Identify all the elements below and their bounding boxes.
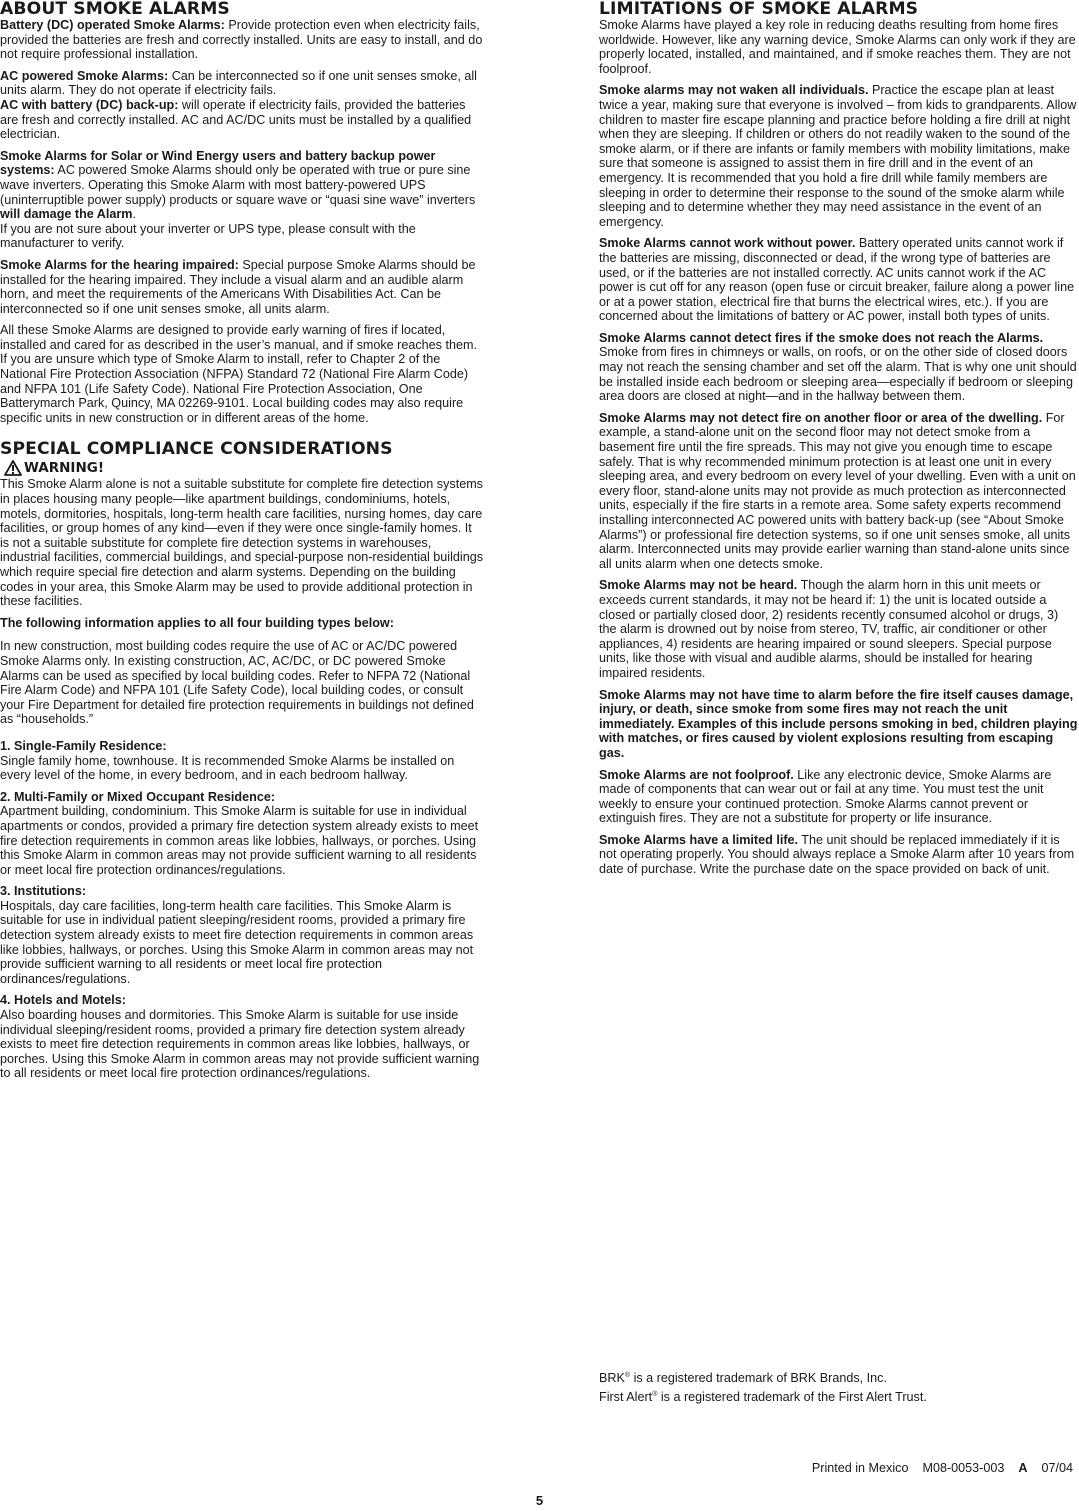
warning-label	[4, 460, 484, 476]
solar-wind-paragraph	[0, 149, 484, 251]
following-info-heading: The following information applies to all four building types below:	[0, 615, 394, 630]
brand-name: BRK	[599, 1371, 625, 1385]
paragraph-text: If you are not sure about your inverter or UPS type, please consult with the manufacturer to verify.	[0, 221, 416, 251]
page-number: 5	[535, 1493, 544, 1508]
limitation-head: Smoke Alarms may not detect fire on another floor or area of the dwelling.	[599, 410, 1043, 425]
about-title: ABOUT SMOKE ALARMS	[0, 0, 230, 19]
limitation-item	[599, 688, 1079, 761]
paragraph-head: Battery (DC) operated Smoke Alarms:	[0, 18, 225, 32]
first-alert-trademark	[599, 1388, 927, 1407]
paragraph-text: Provide protection even when electricity fails, provided the batteries are fresh and correctly installed. Units are easy to install, and do not require professional installation.	[0, 18, 483, 62]
registered-mark: ®	[624, 1372, 631, 1379]
brk-trademark	[599, 1369, 927, 1388]
trademark-text: is a registered trademark of BRK Brands, Inc.	[630, 1371, 887, 1385]
new-construction-paragraph: In new construction, most building codes require the use of AC or AC/DC powered Smoke Alarms only. In existing construction, AC, AC/DC, or DC powered Smoke Alarms can be used as specified by local building codes. Refer to NFPA 72 (National Fire Alarm Code) and NFPA 101 (Life Safety Code), local building codes, or consult your Fire Department for detailed fire protection requirements in buildings not defined as “households.”	[0, 639, 474, 727]
limitation-item	[599, 83, 1079, 229]
limitation-text: Practice the escape plan at least twice a year, making sure that everyone is involved – from kids to grandparents. Allow children to master fire escape planning and practice before holding a fire drill at night when they are sleeping. If children or others do not readily waken to the sound of the smoke alarm, or if there are infants or family members with mobility limitations, make sure that someone is assigned to assist them in fire drill and in the event of an emergency. It is recommended that you hold a fire drill while family members are sleeping in order to determine their response to the sound of the smoke alarm while sleeping and to determine whether they may need assistance in the event of an emergency.	[599, 83, 1077, 229]
building-type-head: 4. Hotels and Motels:	[0, 993, 126, 1008]
paragraph-head: AC powered Smoke Alarms:	[0, 68, 169, 83]
limitation-head: Smoke Alarms may not have time to alarm before the fire itself causes damage, injury, or death, since smoke from some fires may not reach the unit immediately. Examples of this include persons smoking in bed, children playing with matches, or fires caused by violent explosions resulting from escaping gas.	[599, 687, 1078, 760]
paragraph-head: Smoke Alarms for the hearing impaired:	[0, 257, 239, 272]
brand-name: First Alert	[599, 1390, 653, 1404]
hearing-impaired-paragraph	[0, 258, 484, 316]
paragraph-text: AC powered Smoke Alarms should only be operated with true or pure sine wave inverters. Operating this Smoke Alarm with most battery-powered UPS (uninterruptible power supply) products or square wave or “quasi sine wave” inverters	[0, 163, 476, 207]
building-type-text: Also boarding houses and dormitories. This Smoke Alarm is suitable for use inside individual sleeping/resident rooms, provided a primary fire detection system already exists to meet fire detection requirements in common areas like lobbies, hallways, or porches. Using this Smoke Alarm in common areas may not provide sufficient warning to all residents or meet local fire protection ordinances/regulations.	[0, 1008, 480, 1081]
limitation-item	[599, 768, 1079, 826]
limitation-text: Though the alarm horn in this unit meets or exceeds current standards, it may not be heard if: 1) the unit is located outside a closed or partially closed door, 2) residents recently consumed alcohol or drugs, 3) the alarm is drowned out by noise from stereo, TV, traffic, air conditioner or other appliances, 4) residents are hearing impaired or sound sleepers. Special purpose units, like those with visual and audible alarms, should be installed for hearing impaired residents.	[599, 578, 1059, 680]
limitations-title: LIMITATIONS OF SMOKE ALARMS	[599, 0, 919, 19]
limitation-text: Like any electronic device, Smoke Alarms are made of components that can wear out or fail at any time. You must test the unit weekly to ensure your continued protection. Smoke Alarms cannot prevent or extinguish fires. They are not a substitute for property or life insurance.	[599, 767, 1052, 826]
ac-powered-paragraph	[0, 69, 484, 98]
warning-paragraph: This Smoke Alarm alone is not a suitable substitute for complete fire detection systems in places housing many people—like apartment buildings, condominiums, hotels, motels, dormitories, hospitals, long-term health care facilities, nursing homes, day care facilities, or group homes of any kind—even if they were once single-family homes. It is not a suitable substitute for complete fire detection systems in warehouses, industrial facilities, commercial buildings, and special-purpose non-residential buildings which require special fire detection and alarm systems. Depending on the building codes in your area, this Smoke Alarm may be used to provide additional protection in these facilities.	[0, 477, 484, 609]
building-type-4	[0, 993, 484, 1081]
building-type-head: 3. Institutions:	[0, 884, 87, 899]
paragraph-text: Can be interconnected so if one unit senses smoke, all units alarm. They do not operate if electricity fails.	[0, 68, 477, 98]
print-date: 07/04	[1041, 1461, 1073, 1475]
building-type-2	[0, 790, 484, 878]
limitation-head: Smoke Alarms cannot work without power.	[599, 236, 856, 251]
limitation-item	[599, 833, 1079, 877]
printed-in: Printed in Mexico	[811, 1461, 909, 1475]
paragraph-text: will operate if electricity fails, provided the batteries are fresh and correctly installed. AC and AC/DC units must be installed by a qualified electrician.	[0, 97, 472, 142]
trademark-text: is a registered trademark of the First Alert Trust.	[657, 1390, 927, 1404]
building-type-text: Apartment building, condominium. This Smoke Alarm is suitable for use in individual apartments or condos, provided a primary fire detection system already exists to meet fire detection requirements in common areas like lobbies, hallways, or porches. Using this Smoke Alarm in common areas may not provide sufficient warning to all residents or meet local fire protection ordinances/regulations.	[0, 804, 479, 877]
building-type-3	[0, 884, 484, 986]
building-type-1	[0, 739, 484, 783]
document-code: M08-0053-003	[922, 1461, 1005, 1475]
paragraph-head: AC with battery (DC) back-up:	[0, 97, 179, 112]
limitation-text: Smoke from fires in chimneys or walls, on roofs, or on the other side of closed doors may not reach the sensing chamber and set off the alarm. That is why one unit should be installed inside each bedroom or sleeping area—especially if bedroom or sleeping area doors are closed at night—and in the hallway between them.	[599, 345, 1077, 404]
revision-letter: A	[1018, 1461, 1028, 1475]
print-info	[812, 1461, 1073, 1475]
registered-mark: ®	[652, 1391, 658, 1398]
limitation-head: Smoke Alarms have a limited life.	[599, 832, 799, 847]
limitation-item	[599, 236, 1079, 324]
limitation-head: Smoke Alarms are not foolproof.	[599, 767, 794, 782]
limitation-item	[599, 411, 1079, 572]
all-these-paragraph: All these Smoke Alarms are designed to provide early warning of fires if located, installed and cared for as described in the user’s manual, and if smoke reaches them. If you are unsure which type of Smoke Alarm to install, refer to Chapter 2 of the National Fire Protection Association (NFPA) Standard 72 (National Fire Alarm Code) and NFPA 101 (Life Safety Code). National Fire Protection Association, One Batterymarch Park, Quincy, MA 02269-9101. Local building codes may also require specific units in new construction or in different areas of the home.	[0, 323, 477, 425]
warning-text-label: WARNING!	[24, 460, 104, 477]
special-compliance-title: SPECIAL COMPLIANCE CONSIDERATIONS	[0, 439, 393, 460]
limitation-text: For example, a stand-alone unit on the second floor may not detect smoke from a basement fire until the fire spreads. This may not give you enough time to escape safely. That is why recommended minimum protection is at least one unit in every sleeping area, and every bedroom on every level of your dwelling. Even with a unit on every floor, stand-alone units may not provide as much protection as interconnected units, especially if the fire starts in a remote area. Some safety experts recommend installing interconnected AC powered units with battery back-up (see “About Smoke Alarms”) or professional fire detection systems, so if one unit senses smoke, all units alarm. Interconnected units may provide earlier warning than stand-alone units since all units alarm when one detects smoke.	[599, 410, 1076, 571]
building-type-head: 1. Single-Family Residence:	[0, 738, 167, 753]
left-column	[0, 0, 484, 1088]
battery-dc-paragraph	[0, 18, 484, 62]
ac-dc-backup-paragraph	[0, 98, 484, 142]
building-type-text: Hospitals, day care facilities, long-term health care facilities. This Smoke Alarm is suitable for use in individual patient sleeping/resident rooms, provided a primary fire detection system already exists to meet fire detection requirements in common areas like lobbies, hallways, or porches. Using this Smoke Alarm in common areas may not provide sufficient warning to all residents or meet local fire protection ordinances/regulations.	[0, 898, 474, 986]
trademark-notices	[599, 1369, 927, 1407]
damage-warning-text: will damage the Alarm	[0, 207, 133, 222]
paragraph-text: .	[132, 207, 137, 222]
limitation-head: Smoke Alarms cannot detect fires if the smoke does not reach the Alarms.	[599, 330, 1044, 345]
limitation-text: Battery operated units cannot work if the batteries are missing, disconnected or dead, if the wrong type of batteries are used, or if the batteries are not installed correctly. AC units cannot work if the AC power is cut off for any reason (open fuse or circuit breaker, failure along a power line or at a power station, electrical fire that burns the electrical wires, etc.). If you are concerned about the limitations of battery or AC power, install both types of units.	[599, 236, 1075, 324]
paragraph-head: Smoke Alarms for Solar or Wind Energy users and battery backup power systems:	[0, 148, 436, 178]
limitation-head: Smoke alarms may not waken all individuals.	[599, 83, 869, 98]
limitations-intro: Smoke Alarms have played a key role in reducing deaths resulting from home fires worldwide. However, like any warning device, Smoke Alarms can only work if they are properly located, installed, and maintained, and if smoke reaches them. They are not foolproof.	[599, 18, 1076, 76]
limitation-item	[599, 578, 1079, 680]
limitation-text: The unit should be replaced immediately if it is not operating properly. You should always replace a Smoke Alarm after 10 years from date of purchase. Write the purchase date on the space provided on back of unit.	[599, 832, 1075, 877]
limitation-item	[599, 331, 1079, 404]
right-column	[599, 0, 1079, 884]
building-type-text: Single family home, townhouse. It is recommended Smoke Alarms be installed on every level of the home, in every bedroom, and in each bedroom hallway.	[0, 753, 455, 783]
warning-triangle-icon	[4, 460, 22, 476]
building-type-head: 2. Multi-Family or Mixed Occupant Residence:	[0, 789, 276, 804]
paragraph-text: Special purpose Smoke Alarms should be installed for the hearing impaired. They include a visual alarm and an audible alarm horn, and meet the requirements of the Americans With Disabilities Act. Can be interconnected so if one unit senses smoke, all units alarm.	[0, 257, 476, 316]
limitation-head: Smoke Alarms may not be heard.	[599, 578, 798, 593]
